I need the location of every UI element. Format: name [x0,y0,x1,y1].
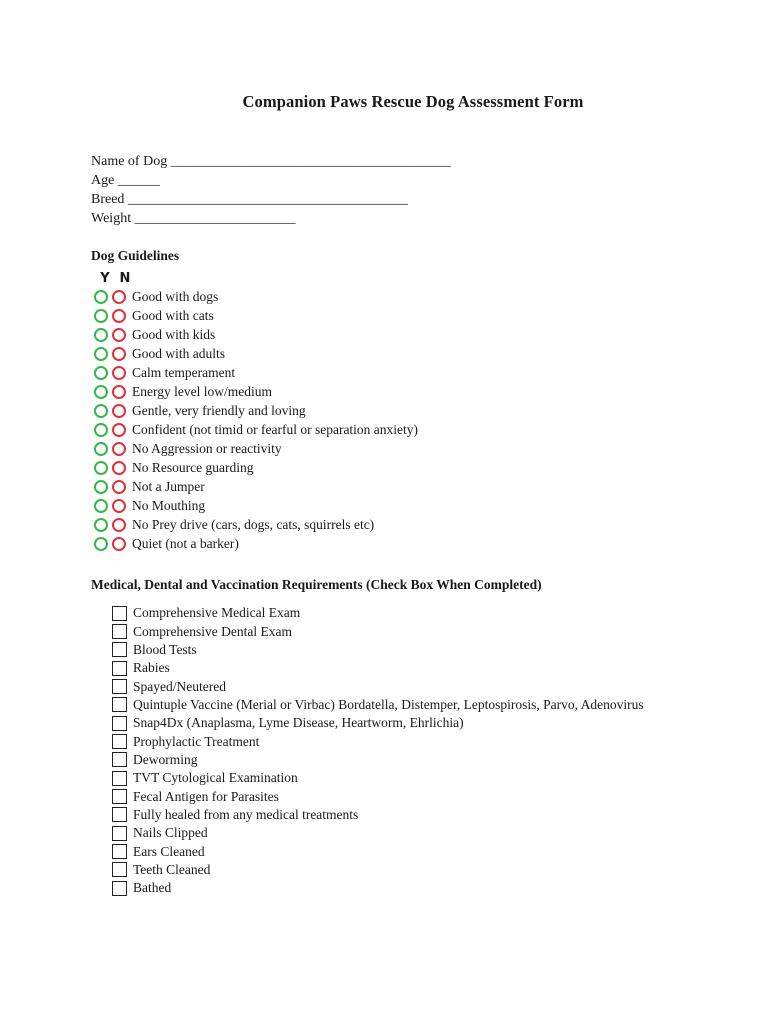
no-radio-icon[interactable] [112,423,126,437]
guideline-label: Good with kids [132,326,216,342]
checkbox-icon[interactable] [112,624,127,639]
checkbox-icon[interactable] [112,697,127,712]
guideline-label: Calm temperament [132,364,236,380]
medical-item [112,677,644,695]
yes-radio-icon[interactable] [94,404,108,418]
guideline-label: Good with dogs [132,288,219,304]
no-radio-icon[interactable] [112,404,126,418]
guideline-item [94,325,418,344]
medical-item-label: TVT Cytological Examination [133,770,298,786]
guideline-label: Quiet (not a barker) [132,535,239,551]
yes-radio-icon[interactable] [94,461,108,475]
medical-item-label: Blood Tests [133,641,197,657]
guideline-item [94,306,418,325]
medical-item [112,622,644,640]
dog-guidelines-heading: Dog Guidelines [91,248,180,263]
checkbox-icon[interactable] [112,716,127,731]
no-radio-icon[interactable] [112,328,126,342]
medical-item-label: Spayed/Neutered [133,678,226,694]
guideline-item [94,439,418,458]
yes-radio-icon[interactable] [94,442,108,456]
medical-item [112,787,644,805]
guideline-item [94,477,418,496]
no-radio-icon[interactable] [112,499,126,513]
no-column-label: N [119,271,131,286]
guideline-label: No Prey drive (cars, dogs, cats, squirrels etc) [132,516,375,532]
no-radio-icon[interactable] [112,366,126,380]
medical-item-label: Deworming [133,751,198,767]
yes-radio-icon[interactable] [94,480,108,494]
yes-column-label: Y [100,271,110,286]
medical-item-label: Ears Cleaned [133,843,205,859]
yes-radio-icon[interactable] [94,423,108,437]
guideline-item [94,534,418,553]
medical-item [112,879,644,897]
medical-item-label: Rabies [133,660,170,676]
yes-radio-icon[interactable] [94,290,108,304]
guideline-item [94,363,418,382]
medical-item [112,842,644,860]
checkbox-icon[interactable] [112,642,127,657]
medical-requirements-heading: Medical, Dental and Vaccination Requirements (Check Box When Completed) [91,577,542,592]
checkbox-icon[interactable] [112,679,127,694]
medical-item [112,824,644,842]
guideline-item [94,401,418,420]
guideline-label: Good with cats [132,307,214,323]
age-field[interactable]: Age ______ [91,173,160,188]
checkbox-icon[interactable] [112,862,127,877]
checkbox-icon[interactable] [112,807,127,822]
guideline-item [94,344,418,363]
medical-item [112,696,644,714]
no-radio-icon[interactable] [112,537,126,551]
medical-item-label: Nails Clipped [133,825,208,841]
dog-info-fields [91,152,451,228]
guideline-item [94,420,418,439]
medical-item-label: Teeth Cleaned [133,861,211,877]
yes-radio-icon[interactable] [94,499,108,513]
checkbox-icon[interactable] [112,789,127,804]
breed-field[interactable]: Breed ________________________________________ [91,192,408,207]
medical-item-label: Fecal Antigen for Parasites [133,788,279,804]
medical-item [112,604,644,622]
name-of-dog-field[interactable]: Name of Dog ________________________________________ [91,154,451,169]
guideline-label: No Mouthing [132,497,206,513]
no-radio-icon[interactable] [112,518,126,532]
guideline-label: Good with adults [132,345,225,361]
medical-item [112,861,644,879]
yes-radio-icon[interactable] [94,366,108,380]
medical-item [112,732,644,750]
checkbox-icon[interactable] [112,771,127,786]
guideline-item [94,287,418,306]
medical-item [112,751,644,769]
medical-item-label: Comprehensive Dental Exam [133,623,292,639]
checkbox-icon[interactable] [112,734,127,749]
weight-field[interactable]: Weight _______________________ [91,211,296,226]
medical-item [112,659,644,677]
no-radio-icon[interactable] [112,290,126,304]
guideline-label: Not a Jumper [132,478,205,494]
checkbox-icon[interactable] [112,606,127,621]
checkbox-icon[interactable] [112,661,127,676]
yes-radio-icon[interactable] [94,347,108,361]
yes-no-header [95,271,135,286]
medical-checklist [112,604,644,898]
guideline-label: No Resource guarding [132,459,254,475]
guideline-item [94,458,418,477]
no-radio-icon[interactable] [112,442,126,456]
no-radio-icon[interactable] [112,309,126,323]
medical-item-label: Snap4Dx (Anaplasma, Lyme Disease, Heartworm, Ehrlichia) [133,715,464,731]
guideline-item [94,382,418,401]
no-radio-icon[interactable] [112,347,126,361]
checkbox-icon[interactable] [112,844,127,859]
yes-radio-icon[interactable] [94,328,108,342]
form-title: Companion Paws Rescue Dog Assessment Form [242,92,584,111]
guideline-label: Confident (not timid or fearful or separation anxiety) [132,421,419,437]
no-radio-icon[interactable] [112,461,126,475]
no-radio-icon[interactable] [112,385,126,399]
guideline-label: Energy level low/medium [132,383,272,399]
medical-item [112,714,644,732]
yes-radio-icon[interactable] [94,309,108,323]
guideline-label: Gentle, very friendly and loving [132,402,306,418]
medical-item [112,641,644,659]
medical-item-label: Comprehensive Medical Exam [133,605,301,621]
yes-radio-icon[interactable] [94,385,108,399]
medical-item-label: Bathed [133,880,172,896]
no-radio-icon[interactable] [112,480,126,494]
medical-item [112,769,644,787]
checkbox-icon[interactable] [112,881,127,896]
guideline-item [94,515,418,534]
yes-radio-icon[interactable] [94,537,108,551]
guideline-item [94,496,418,515]
checkbox-icon[interactable] [112,826,127,841]
yes-radio-icon[interactable] [94,518,108,532]
medical-item-label: Quintuple Vaccine (Merial or Virbac) Bordatella, Distemper, Leptospirosis, Parvo, Adenovirus [133,696,644,712]
checkbox-icon[interactable] [112,752,127,767]
medical-item-label: Fully healed from any medical treatments [133,806,359,822]
medical-item [112,806,644,824]
medical-item-label: Prophylactic Treatment [133,733,260,749]
guidelines-list [94,287,418,553]
guideline-label: No Aggression or reactivity [132,440,282,456]
